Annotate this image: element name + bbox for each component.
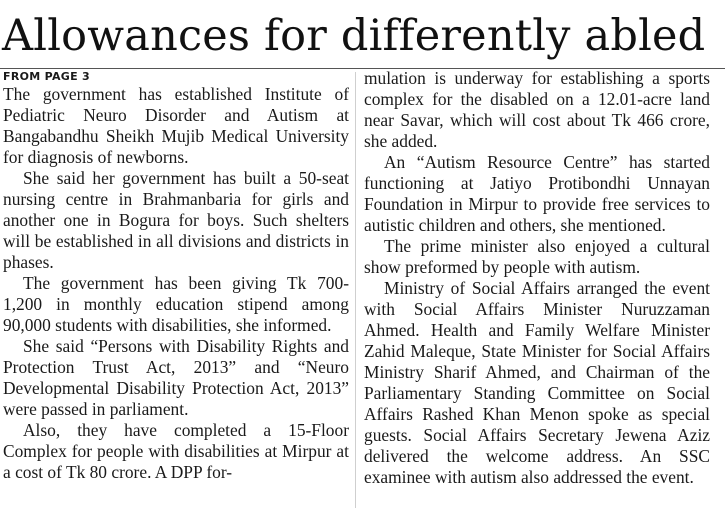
article-column-right: [364, 68, 710, 508]
paragraph: The prime minister also enjoyed a cultural show preformed by people with autism.: [364, 236, 710, 277]
paragraph: The government has established Institute of Pediatric Neuro Disorder and Autism at Bangabandhu Sheikh Mujib Medical University for diagnosis of newborns.: [3, 84, 349, 167]
column-divider: [355, 72, 356, 508]
paragraph: Ministry of Social Affairs arranged the event with Social Affairs Minister Nuruzzaman Ahmed. Health and Family Welfare Minister Zahid Maleque, State Minister for Social Affairs Ministry Sharif Ahmed, and Chairman of the Parliamentary Standing Committee on Social Affairs Rashed Khan Menon spoke as special guests. Social Affairs Secretary Jewena Aziz delivered the welcome address. An SSC examinee with autism also addressed the event.: [364, 278, 710, 487]
article-column-left: [3, 68, 349, 508]
headline: Allowances for differently abled: [2, 11, 706, 61]
paragraph: An “Autism Resource Centre” has started functioning at Jatiyo Protibondhi Unnayan Foundation in Mirpur to provide free services to autistic children and others, she mentioned.: [364, 152, 710, 235]
paragraph: She said her government has built a 50-seat nursing centre in Brahmanbaria for girls and another one in Bogura for boys. Such shelters will be established in all divisions and districts in phases.: [3, 168, 349, 272]
paragraph: The government has been giving Tk 700-1,200 in monthly education stipend among 90,000 students with disabilities, she informed.: [3, 273, 349, 335]
continuation-kicker: FROM PAGE 3: [3, 70, 91, 83]
paragraph: Also, they have completed a 15-Floor Complex for people with disabilities at Mirpur at a cost of Tk 80 crore. A DPP for-: [3, 420, 349, 482]
paragraph: mulation is underway for establishing a sports complex for the disabled on a 12.01-acre land near Savar, which will cost about Tk 466 crore, she added.: [364, 68, 710, 151]
paragraph: She said “Persons with Disability Rights and Protection Trust Act, 2013” and “Neuro Developmental Disability Protection Act, 2013” were passed in parliament.: [3, 336, 349, 419]
